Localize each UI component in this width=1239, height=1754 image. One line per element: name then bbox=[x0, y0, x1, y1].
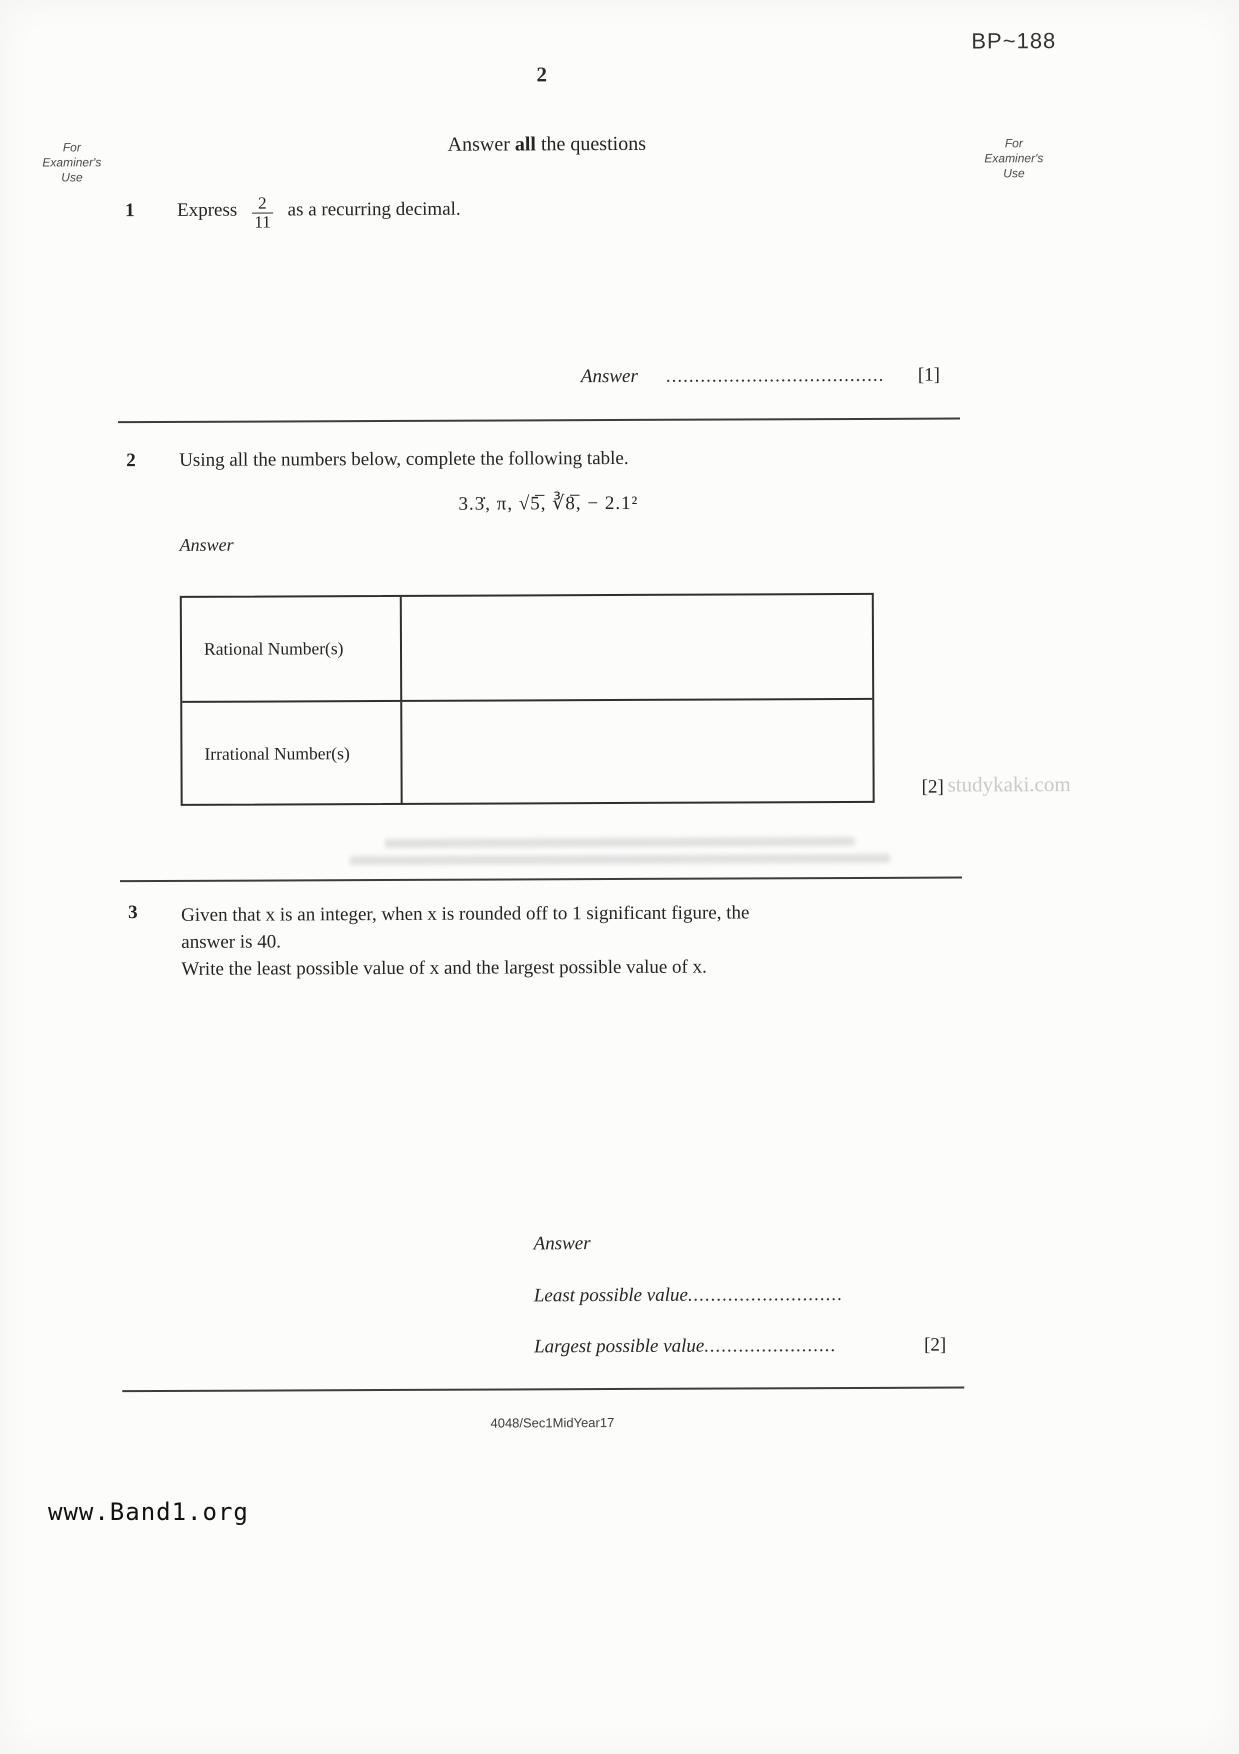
table-row-value[interactable] bbox=[402, 595, 872, 700]
q2-number: 2 bbox=[126, 450, 136, 472]
table-row bbox=[182, 595, 872, 701]
q3-line1: Given that x is an integer, when x is rounded off to 1 significant figure, the bbox=[181, 902, 750, 926]
q3-least-line bbox=[534, 1284, 843, 1307]
q1-answer-blank[interactable]: ...................................... bbox=[665, 364, 885, 387]
q2-math-expression: 3.3̇, π, √5̅, ∛8̅, − 2.1² bbox=[458, 492, 639, 515]
q3-line3: Write the least possible value of x and the largest possible value of x. bbox=[181, 956, 707, 980]
examiner-line: For bbox=[1004, 136, 1023, 151]
q3-largest-label: Largest possible value bbox=[534, 1335, 705, 1358]
examiner-line: Use bbox=[1003, 166, 1025, 181]
page-number: 2 bbox=[536, 62, 548, 87]
q1-text bbox=[177, 192, 461, 230]
q3-marks: [2] bbox=[923, 1334, 947, 1356]
q3-least-label: Least possible value bbox=[533, 1284, 688, 1307]
examiner-line: Use bbox=[61, 170, 83, 185]
heading-bold: all bbox=[514, 133, 537, 156]
heading-pre: Answer bbox=[447, 133, 515, 156]
examiner-line: Examiner's bbox=[984, 151, 1044, 166]
q3-least-blank[interactable]: ........................... bbox=[687, 1284, 844, 1306]
q1-marks: [1] bbox=[917, 364, 941, 386]
heading-post: the questions bbox=[535, 132, 647, 156]
divider-rule bbox=[118, 418, 960, 424]
scan-smudge bbox=[385, 837, 855, 848]
q1-answer-label: Answer bbox=[580, 365, 638, 388]
fraction-numerator: 2 bbox=[252, 195, 273, 214]
watermark: studykaki.com bbox=[947, 772, 1071, 797]
divider-rule bbox=[122, 1387, 964, 1393]
examiner-line: Examiner's bbox=[42, 155, 102, 170]
q2-marks: [2] bbox=[921, 776, 944, 798]
q1-fraction bbox=[251, 195, 274, 232]
table-row-value[interactable] bbox=[402, 700, 872, 805]
fraction-denominator: 11 bbox=[254, 212, 271, 232]
q3-largest-blank[interactable]: ....................... bbox=[704, 1335, 837, 1357]
table-row-label: Rational Number(s) bbox=[182, 597, 402, 701]
q3-number: 3 bbox=[128, 902, 138, 924]
paper-code: 4048/Sec1MidYear17 bbox=[490, 1415, 615, 1431]
table-row bbox=[182, 698, 872, 806]
q3-line2: answer is 40. bbox=[181, 931, 282, 953]
scan-smudge bbox=[350, 854, 890, 865]
site-url: www.Band1.org bbox=[48, 1498, 249, 1526]
table-row-label: Irrational Number(s) bbox=[182, 702, 402, 806]
q2-prompt: Using all the numbers below, complete the following table. bbox=[179, 447, 629, 471]
section-heading bbox=[0, 131, 1097, 159]
q3-largest-line bbox=[534, 1335, 837, 1358]
q1-number: 1 bbox=[125, 200, 135, 222]
q2-answer-table bbox=[180, 593, 875, 806]
divider-rule bbox=[120, 877, 962, 883]
q2-answer-label: Answer bbox=[179, 534, 234, 555]
q3-answer-label: Answer bbox=[533, 1233, 591, 1255]
q1-prefix: Express bbox=[177, 200, 238, 222]
examiner-line: For bbox=[62, 140, 81, 155]
q1-answer-line bbox=[581, 365, 885, 388]
q1-suffix: as a recurring decimal. bbox=[287, 199, 461, 221]
bp-number: BP~188 bbox=[971, 28, 1057, 54]
q3-text bbox=[181, 899, 861, 983]
